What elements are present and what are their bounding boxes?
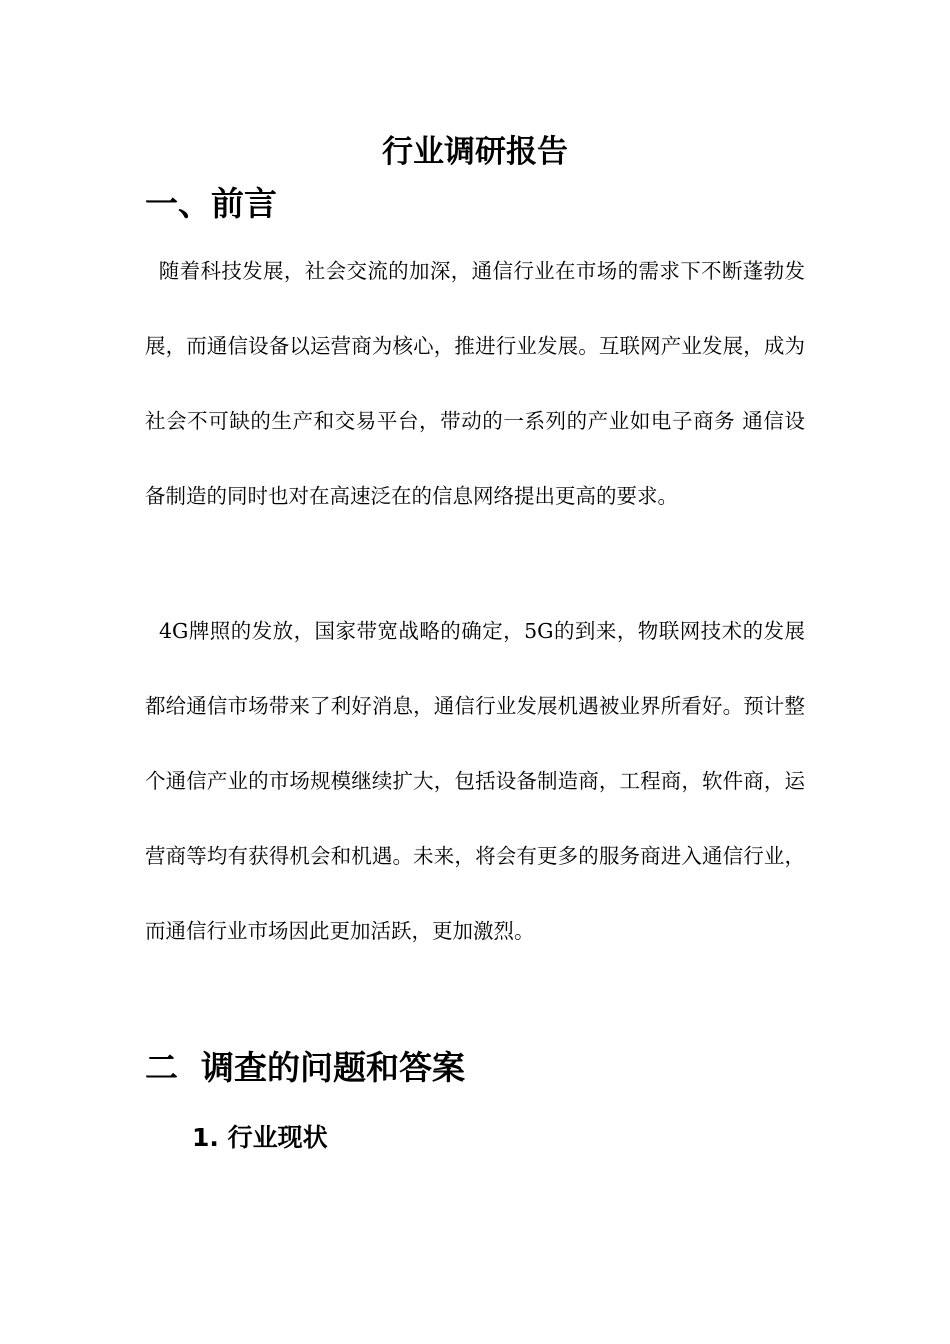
document-title: 行业调研报告: [382, 134, 568, 170]
section-heading-preface: 一、前言: [145, 184, 277, 223]
preface-paragraph-1: 随着科技发展，社会交流的加深，通信行业在市场的需求下不断蓬勃发展，而通信设备以运营商为核心，推进行业发展。互联网产业发展，成为社会不可缺的生产和交易平台，带动的一系列的产业如电子商务 通信设备制造的同时也对在高速泛在的信息网络提出更高的要求。: [145, 259, 805, 508]
preface-paragraph-2: 4G牌照的发放，国家带宽战略的确定，5G的到来，物联网技术的发展都给通信市场带来了利好消息，通信行业发展机遇被业界所看好。预计整个通信产业的市场规模继续扩大，包括设备制造商，工程商，软件商，运营商等均有获得机会和机遇。未来，将会有更多的服务商进入通信行业，而通信行业市场因此更加活跃，更加激烈。: [145, 619, 805, 943]
subsection-heading-industry-status: 1. 行业现状: [192, 1123, 328, 1152]
section-heading-survey: 二 调查的问题和答案: [145, 1048, 465, 1087]
